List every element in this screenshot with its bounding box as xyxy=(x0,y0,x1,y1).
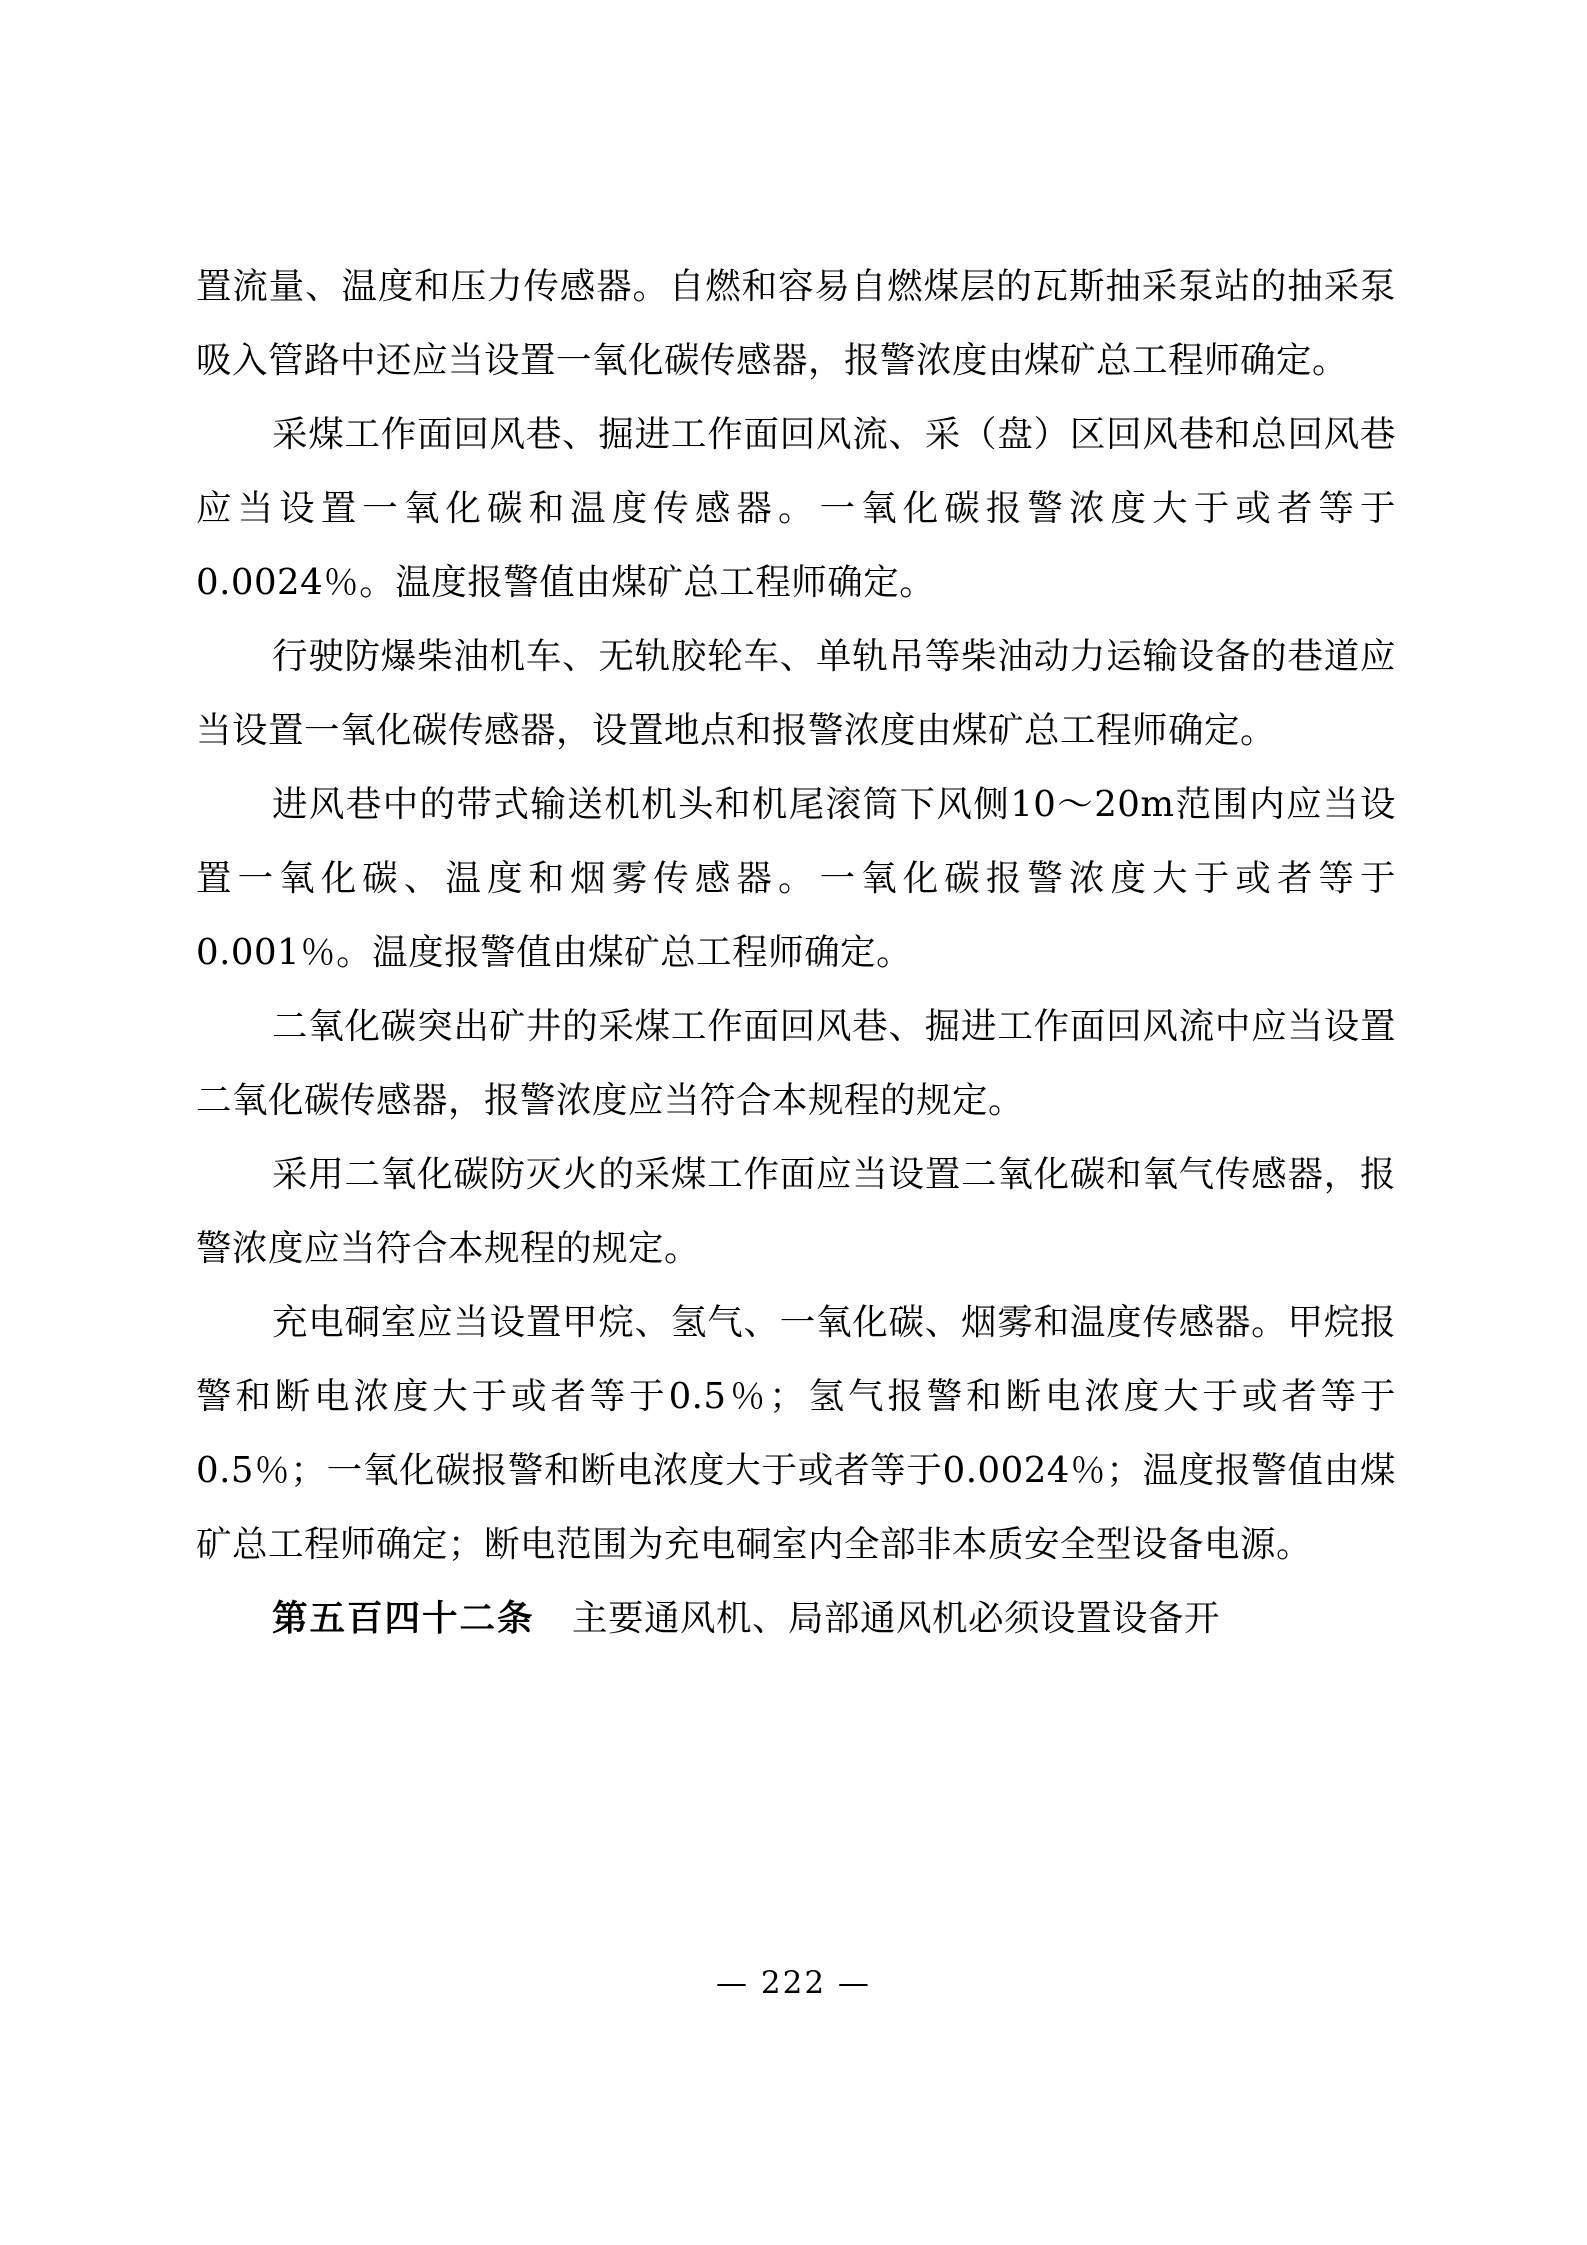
page-number: — 222 — xyxy=(716,1965,871,2001)
page-body xyxy=(196,250,1396,1656)
paragraph-3: 行驶防爆柴油机车、无轨胶轮车、单轨吊等柴油动力运输设备的巷道应当设置一氧化碳传感器，设置地点和报警浓度由煤矿总工程师确定。 xyxy=(196,636,1396,751)
article-paragraph xyxy=(196,1582,1396,1656)
paragraph-7: 充电硐室应当设置甲烷、氢气、一氧化碳、烟雾和温度传感器。甲烷报警和断电浓度大于或者等于0.5％；氢气报警和断电浓度大于或者等于 0.5％；一氧化碳报警和断电浓度大于或者等于0.0024％；温度报警值由煤矿总工程师确定；断电范围为充电硐室内全部非本质安全型设备电源。 xyxy=(196,1302,1396,1565)
paragraph-5: 二氧化碳突出矿井的采煤工作面回风巷、掘进工作面回风流中应当设置二氧化碳传感器，报警浓度应当符合本规程的规定。 xyxy=(196,1006,1396,1121)
article-text: 主要通风机、局部通风机必须设置设备开 xyxy=(572,1598,1221,1639)
article-number: 第五百四十二条 xyxy=(272,1598,573,1639)
paragraph-2: 采煤工作面回风巷、掘进工作面回风流、采（盘）区回风巷和总回风巷应当设置一氧化碳和温度传感器。一氧化碳报警浓度大于或者等于0.0024％。温度报警值由煤矿总工程师确定。 xyxy=(196,414,1396,603)
paragraph-4: 进风巷中的带式输送机机头和机尾滚筒下风侧10～20m范围内应当设置一氧化碳、温度和烟雾传感器。一氧化碳报警浓度大于或者等于0.001％。温度报警值由煤矿总工程师确定。 xyxy=(196,784,1396,973)
paragraph-6: 采用二氧化碳防灭火的采煤工作面应当设置二氧化碳和氧气传感器，报警浓度应当符合本规程的规定。 xyxy=(196,1154,1396,1269)
paragraph-1: 置流量、温度和压力传感器。自燃和容易自燃煤层的瓦斯抽采泵站的抽采泵吸入管路中还应当设置一氧化碳传感器，报警浓度由煤矿总工程师确定。 xyxy=(196,266,1396,381)
